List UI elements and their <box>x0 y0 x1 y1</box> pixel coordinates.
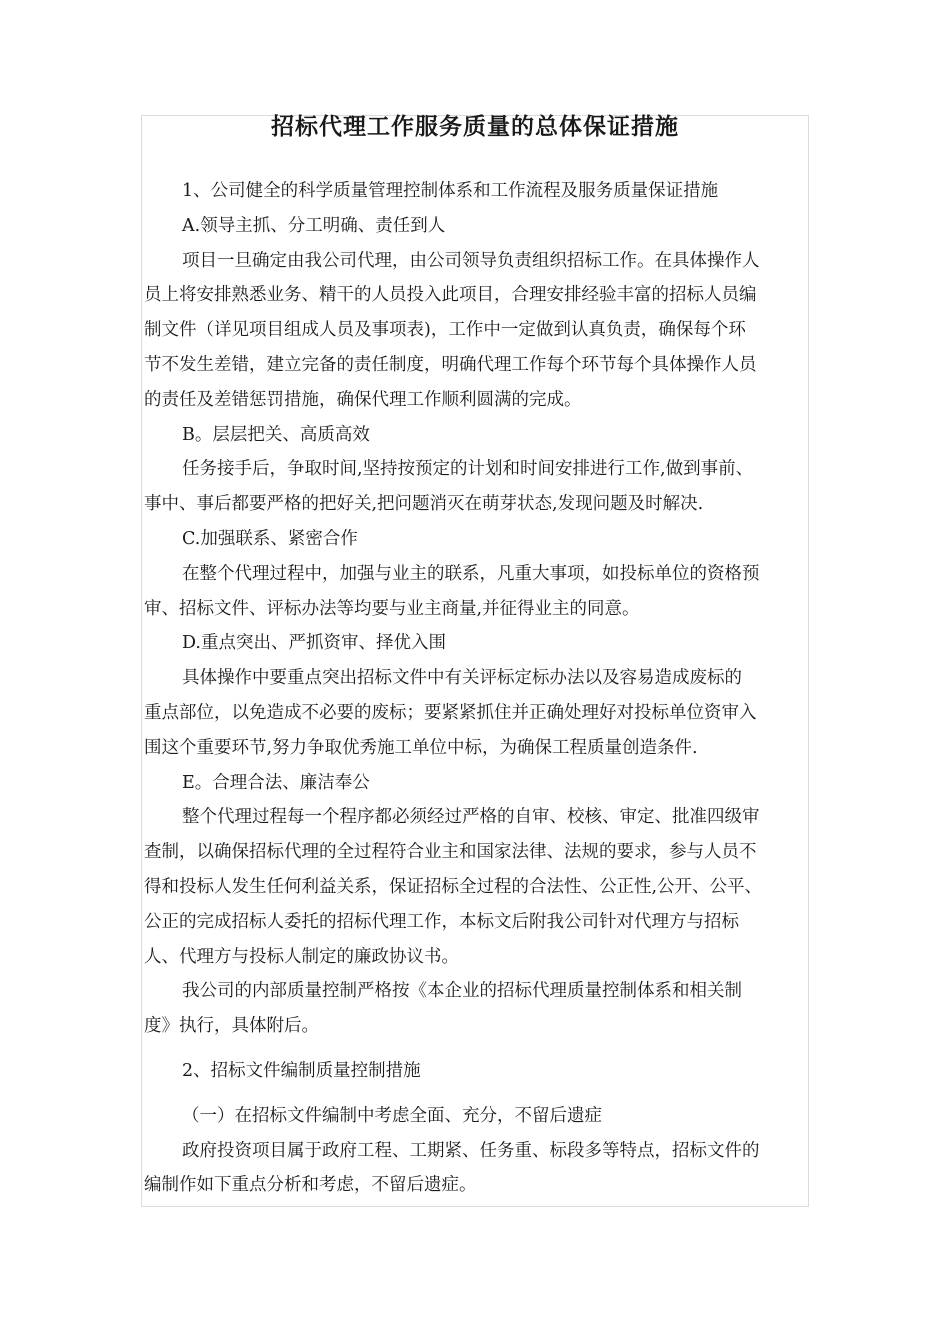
section-heading: 1、公司健全的科学质量管理控制体系和工作流程及服务质量保证措施 <box>182 181 719 201</box>
paragraph-line: 公正的完成招标人委托的招标代理工作，本标文后附我公司针对代理方与招标 <box>144 911 739 932</box>
paragraph-line: 事中、事后都要严格的把好关,把问题消灭在萌芽状态,发现问题及时解决. <box>144 494 704 515</box>
paragraph-line: 制文件（详见项目组成人员及事项表)，工作中一定做到认真负责，确保每个环 <box>144 320 746 341</box>
subsection-heading: （一）在招标文件编制中考虑全面、充分，不留后遗症 <box>182 1105 602 1126</box>
document-body <box>144 174 812 1203</box>
paragraph-line: 得和投标人发生任何利益关系，保证招标全过程的合法性、公正性,公开、公平、 <box>144 876 763 897</box>
paragraph-line: 人、代理方与投标人制定的廉政协议书。 <box>144 946 459 967</box>
subsection-heading: B。层层把关、高质高效 <box>182 424 370 445</box>
section-heading: 2、招标文件编制质量控制措施 <box>182 1060 421 1081</box>
subsection-heading: D.重点突出、严抓资审、择优入围 <box>182 633 446 654</box>
paragraph-line: 的责任及差错惩罚措施，确保代理工作顺利圆满的完成。 <box>144 389 582 410</box>
paragraph-line: 我公司的内部质量控制严格按《本企业的招标代理质量控制体系和相关制 <box>182 981 742 1002</box>
paragraph-line: 在整个代理过程中，加强与业主的联系，凡重大事项，如投标单位的资格预 <box>182 563 760 584</box>
paragraph-line: 重点部位，以免造成不必要的废标；要紧紧抓住并正确处理好对投标单位资审入 <box>144 702 757 723</box>
subsection-heading: E。合理合法、廉洁奉公 <box>182 772 370 793</box>
paragraph-line: 员上将安排熟悉业务、精干的人员投入此项目，合理安排经验丰富的招标人员编 <box>144 285 757 306</box>
paragraph-line: 政府投资项目属于政府工程、工期紧、任务重、标段多等特点，招标文件的 <box>182 1140 760 1161</box>
paragraph-line: 审、招标文件、评标办法等均要与业主商量,并征得业主的同意。 <box>144 598 640 619</box>
paragraph-line: 整个代理过程每一个程序都必须经过严格的自审、校核、审定、批准四级审 <box>182 807 760 828</box>
paragraph-line: 度》执行，具体附后。 <box>144 1016 319 1037</box>
paragraph-line: 项目一旦确定由我公司代理，由公司领导负责组织招标工作。在具体操作人 <box>182 250 760 271</box>
paragraph-line: 具体操作中要重点突出招标文件中有关评标定标办法以及容易造成废标的 <box>182 668 742 689</box>
paragraph-line: 围这个重要环节,努力争取优秀施工单位中标，为确保工程质量创造条件. <box>144 737 698 758</box>
document-title: 招标代理工作服务质量的总体保证措施 <box>271 113 679 140</box>
paragraph-line: 节不发生差错，建立完备的责任制度，明确代理工作每个环节每个具体操作人员 <box>144 354 757 375</box>
paragraph-line: 任务接手后，争取时间,坚持按预定的计划和时间安排进行工作,做到事前、 <box>182 459 754 480</box>
paragraph-line: 查制，以确保招标代理的全过程符合业主和国家法律、法规的要求，参与人员不 <box>144 842 757 863</box>
subsection-heading: A.领导主抓、分工明确、责任到人 <box>182 215 446 236</box>
subsection-heading: C.加强联系、紧密合作 <box>182 528 358 549</box>
paragraph-line: 编制作如下重点分析和考虑，不留后遗症。 <box>144 1175 477 1196</box>
